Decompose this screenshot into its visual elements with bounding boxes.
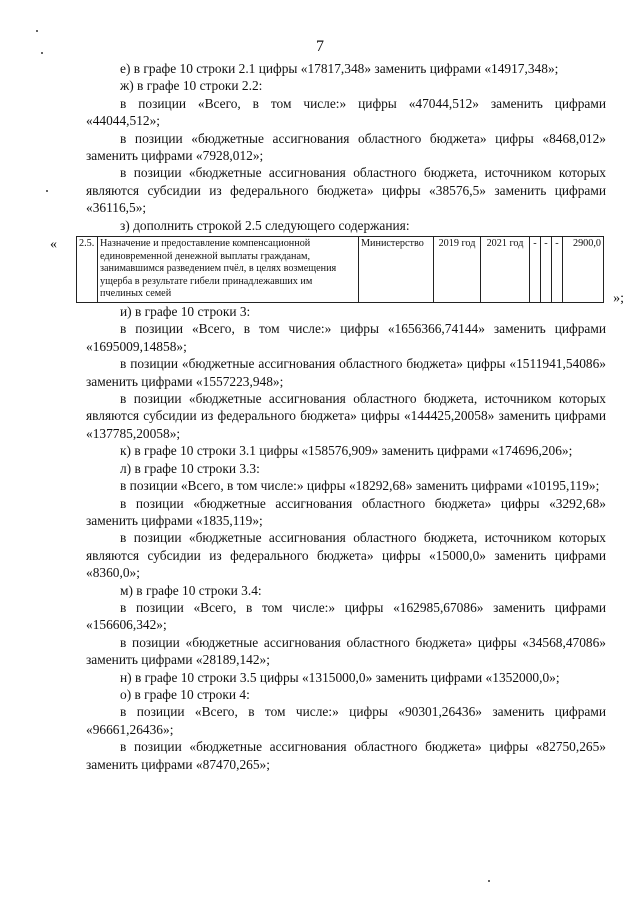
paragraph: в позиции «Всего, в том числе:» цифры «1656366,74144» заменить цифрами «1695009,14858»;	[86, 321, 606, 354]
paragraph: н) в графе 10 строки 3.5 цифры «1315000,0» заменить цифрами «1352000,0»;	[120, 669, 560, 685]
paragraph: в позиции «бюджетные ассигнования областного бюджета, источником которых являются субсидии из федерального бюджета» цифры «38576,5» заменить цифрами «36116,5»;	[86, 165, 606, 216]
dash-cell: -	[541, 237, 552, 303]
paragraph: в позиции «бюджетные ассигнования областного бюджета» цифры «1511941,54086» заменить цифрами «1557223,948»;	[86, 356, 606, 389]
paragraph: в позиции «бюджетные ассигнования областного бюджета» цифры «3292,68» заменить цифрами «1835,119»;	[86, 495, 606, 528]
paragraph: е) в графе 10 строки 2.1 цифры «17817,348» заменить цифрами «14917,348»;	[120, 61, 559, 76]
paragraph: з) дополнить строкой 2.5 следующего содержания:	[120, 217, 410, 233]
executor-cell: Министерство	[359, 237, 434, 303]
paragraph: в позиции «бюджетные ассигнования областного бюджета» цифры «34568,47086» заменить цифрами «28189,142»;	[86, 634, 606, 668]
paragraph: л) в графе 10 строки 3.3:	[120, 460, 260, 476]
paragraph: ж) в графе 10 строки 2.2:	[120, 78, 263, 94]
paragraph: в позиции «Всего, в том числе:» цифры «90301,26436» заменить цифрами «96661,26436»;	[86, 704, 606, 737]
inserted-row-block	[50, 236, 624, 306]
paragraph: в позиции «бюджетные ассигнования областного бюджета» цифры «82750,265» заменить цифрами «87470,265»;	[86, 739, 606, 772]
paragraph: в позиции «Всего, в том числе:» цифры «162985,67086» заменить цифрами «156606,342»;	[86, 599, 606, 633]
scan-speck	[488, 880, 490, 882]
paragraph: в позиции «Всего, в том числе:» цифры «47044,512» заменить цифрами «44044,512»;	[86, 95, 606, 129]
open-quote: «	[50, 237, 57, 253]
year-start-cell: 2019 год	[434, 237, 481, 303]
paragraph: и) в графе 10 строки 3:	[120, 304, 251, 320]
paragraph: м) в графе 10 строки 3.4:	[120, 582, 262, 598]
paragraph: о) в графе 10 строки 4:	[120, 686, 250, 702]
paragraph: в позиции «бюджетные ассигнования областного бюджета, источником которых являются субсидии из федерального бюджета» цифры «15000,0» заменить цифрами «8360,0»;	[86, 530, 606, 581]
scan-speck	[36, 30, 38, 32]
inserted-row-table	[76, 236, 604, 303]
close-quote: »;	[613, 290, 624, 306]
document-body	[50, 60, 624, 773]
scan-speck	[46, 190, 48, 192]
paragraph: в позиции «Всего, в том числе:» цифры «18292,68» заменить цифрами «10195,119»;	[120, 478, 600, 494]
dash-cell: -	[552, 237, 563, 303]
paragraph: к) в графе 10 строки 3.1 цифры «158576,909» заменить цифрами «174696,206»;	[120, 443, 573, 459]
scan-speck	[41, 52, 43, 54]
dash-cell: -	[530, 237, 541, 303]
row-name-cell: Назначение и предоставление компенсационной единовременной денежной выплаты гражданам, занимавшимся разведением пчёл, в целях возмещения ущерба в результате гибели принадлежавших им пчелиных семей	[98, 237, 359, 303]
sum-cell: 2900,0	[563, 237, 604, 303]
year-end-cell: 2021 год	[481, 237, 530, 303]
page-number: 7	[316, 38, 324, 55]
table-row	[77, 237, 604, 303]
row-number-cell: 2.5.	[77, 237, 98, 303]
paragraph: в позиции «бюджетные ассигнования областного бюджета» цифры «8468,012» заменить цифрами «7928,012»;	[86, 130, 606, 164]
paragraph: в позиции «бюджетные ассигнования областного бюджета, источником которых являются субсидии из федерального бюджета» цифры «144425,20058» заменить цифрами «137785,20058»;	[86, 391, 606, 441]
